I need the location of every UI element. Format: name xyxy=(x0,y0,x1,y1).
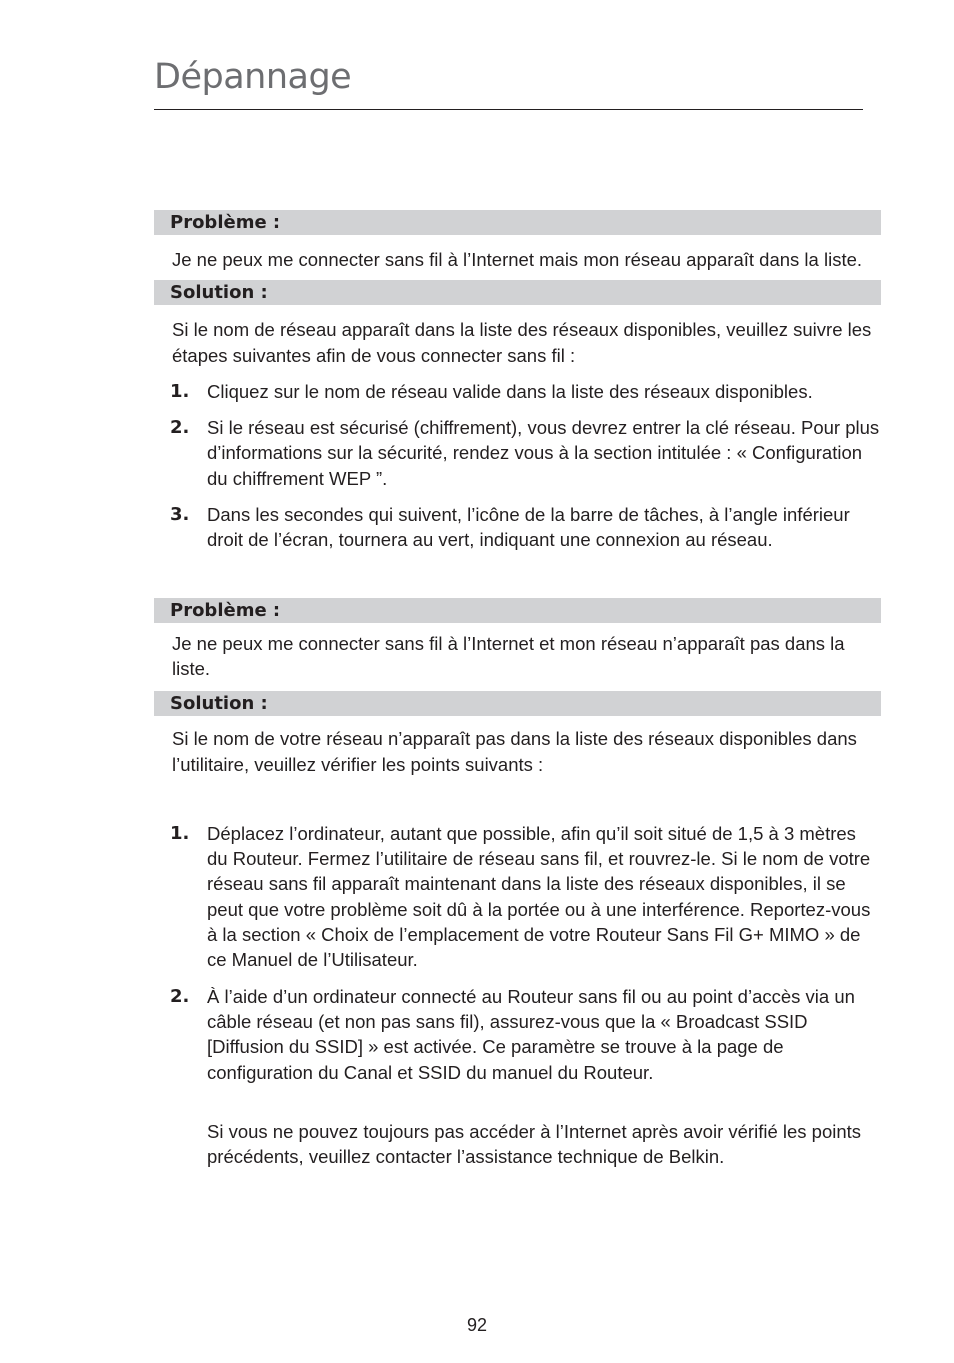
solution-intro: Si le nom de réseau apparaît dans la liste des réseaux disponibles, veuillez suivre les étapes suivantes afin de vous connecter sans fil : xyxy=(172,319,872,366)
title-divider xyxy=(154,109,863,110)
solution-header: Solution : xyxy=(154,280,881,305)
step-text: Si le réseau est sécurisé (chiffrement), vous devrez entrer la clé réseau. Pour plus d’informations sur la sécurité, rendez vous à la section intitulée : « Configuration du chiffrement WEP ”. xyxy=(207,417,880,489)
problem-text: Je ne peux me connecter sans fil à l’Internet et mon réseau n’apparaît pas dans la liste. xyxy=(172,632,845,679)
list-item xyxy=(154,379,881,404)
problem-header: Problème : xyxy=(154,210,881,235)
solution-steps xyxy=(154,821,881,1085)
list-item xyxy=(154,502,881,553)
problem-header: Problème : xyxy=(154,598,881,623)
step-text: Déplacez l’ordinateur, autant que possible, afin qu’il soit situé de 1,5 à 3 mètres du Routeur. Fermez l’utilitaire de réseau sans fil, et rouvrez-le. Si le nom de votre réseau sans fil apparaît maintenant dans la liste des réseaux disponibles, il se peut que votre problème soit dû à la portée ou à une interférence. Reportez-vous à la section « Choix de l’emplacement de votre Routeur Sans Fil G+ MIMO » de ce Manuel de l’Utilisateur. xyxy=(207,822,871,971)
solution-header: Solution : xyxy=(154,691,881,716)
step-number: 1. xyxy=(170,822,190,844)
closing-note: Si vous ne pouvez toujours pas accéder à l’Internet après avoir vérifié les points précédents, veuillez contacter l’assistance technique de Belkin. xyxy=(207,1120,862,1168)
page-number: 92 xyxy=(466,1315,488,1335)
solution-intro: Si le nom de votre réseau n’apparaît pas dans la liste des réseaux disponibles dans l’utilitaire, veuillez vérifier les points suivants : xyxy=(172,728,857,775)
page-title: Dépannage xyxy=(154,57,352,97)
solution-steps xyxy=(154,379,881,553)
step-number: 2. xyxy=(170,417,190,439)
troubleshooting-content xyxy=(154,210,881,1169)
step-number: 3. xyxy=(170,504,190,526)
list-item xyxy=(154,984,881,1085)
step-text: Cliquez sur le nom de réseau valide dans la liste des réseaux disponibles. xyxy=(207,380,813,402)
step-text: Dans les secondes qui suivent, l’icône de la barre de tâches, à l’angle inférieur droit de l’écran, tournera au vert, indiquant une connexion au réseau. xyxy=(207,504,850,551)
list-item xyxy=(154,821,881,973)
list-item xyxy=(154,415,881,491)
step-number: 2. xyxy=(170,985,190,1007)
step-number: 1. xyxy=(170,380,190,402)
problem-text: Je ne peux me connecter sans fil à l’Internet mais mon réseau apparaît dans la liste. xyxy=(172,249,863,270)
step-text: À l’aide d’un ordinateur connecté au Routeur sans fil ou au point d’accès via un câble réseau (et non pas sans fil), assurez-vous que la « Broadcast SSID [Diffusion du SSID] » est activée. Ce paramètre se trouve à la page de configuration du Canal et SSID du manuel du Routeur. xyxy=(207,985,855,1083)
